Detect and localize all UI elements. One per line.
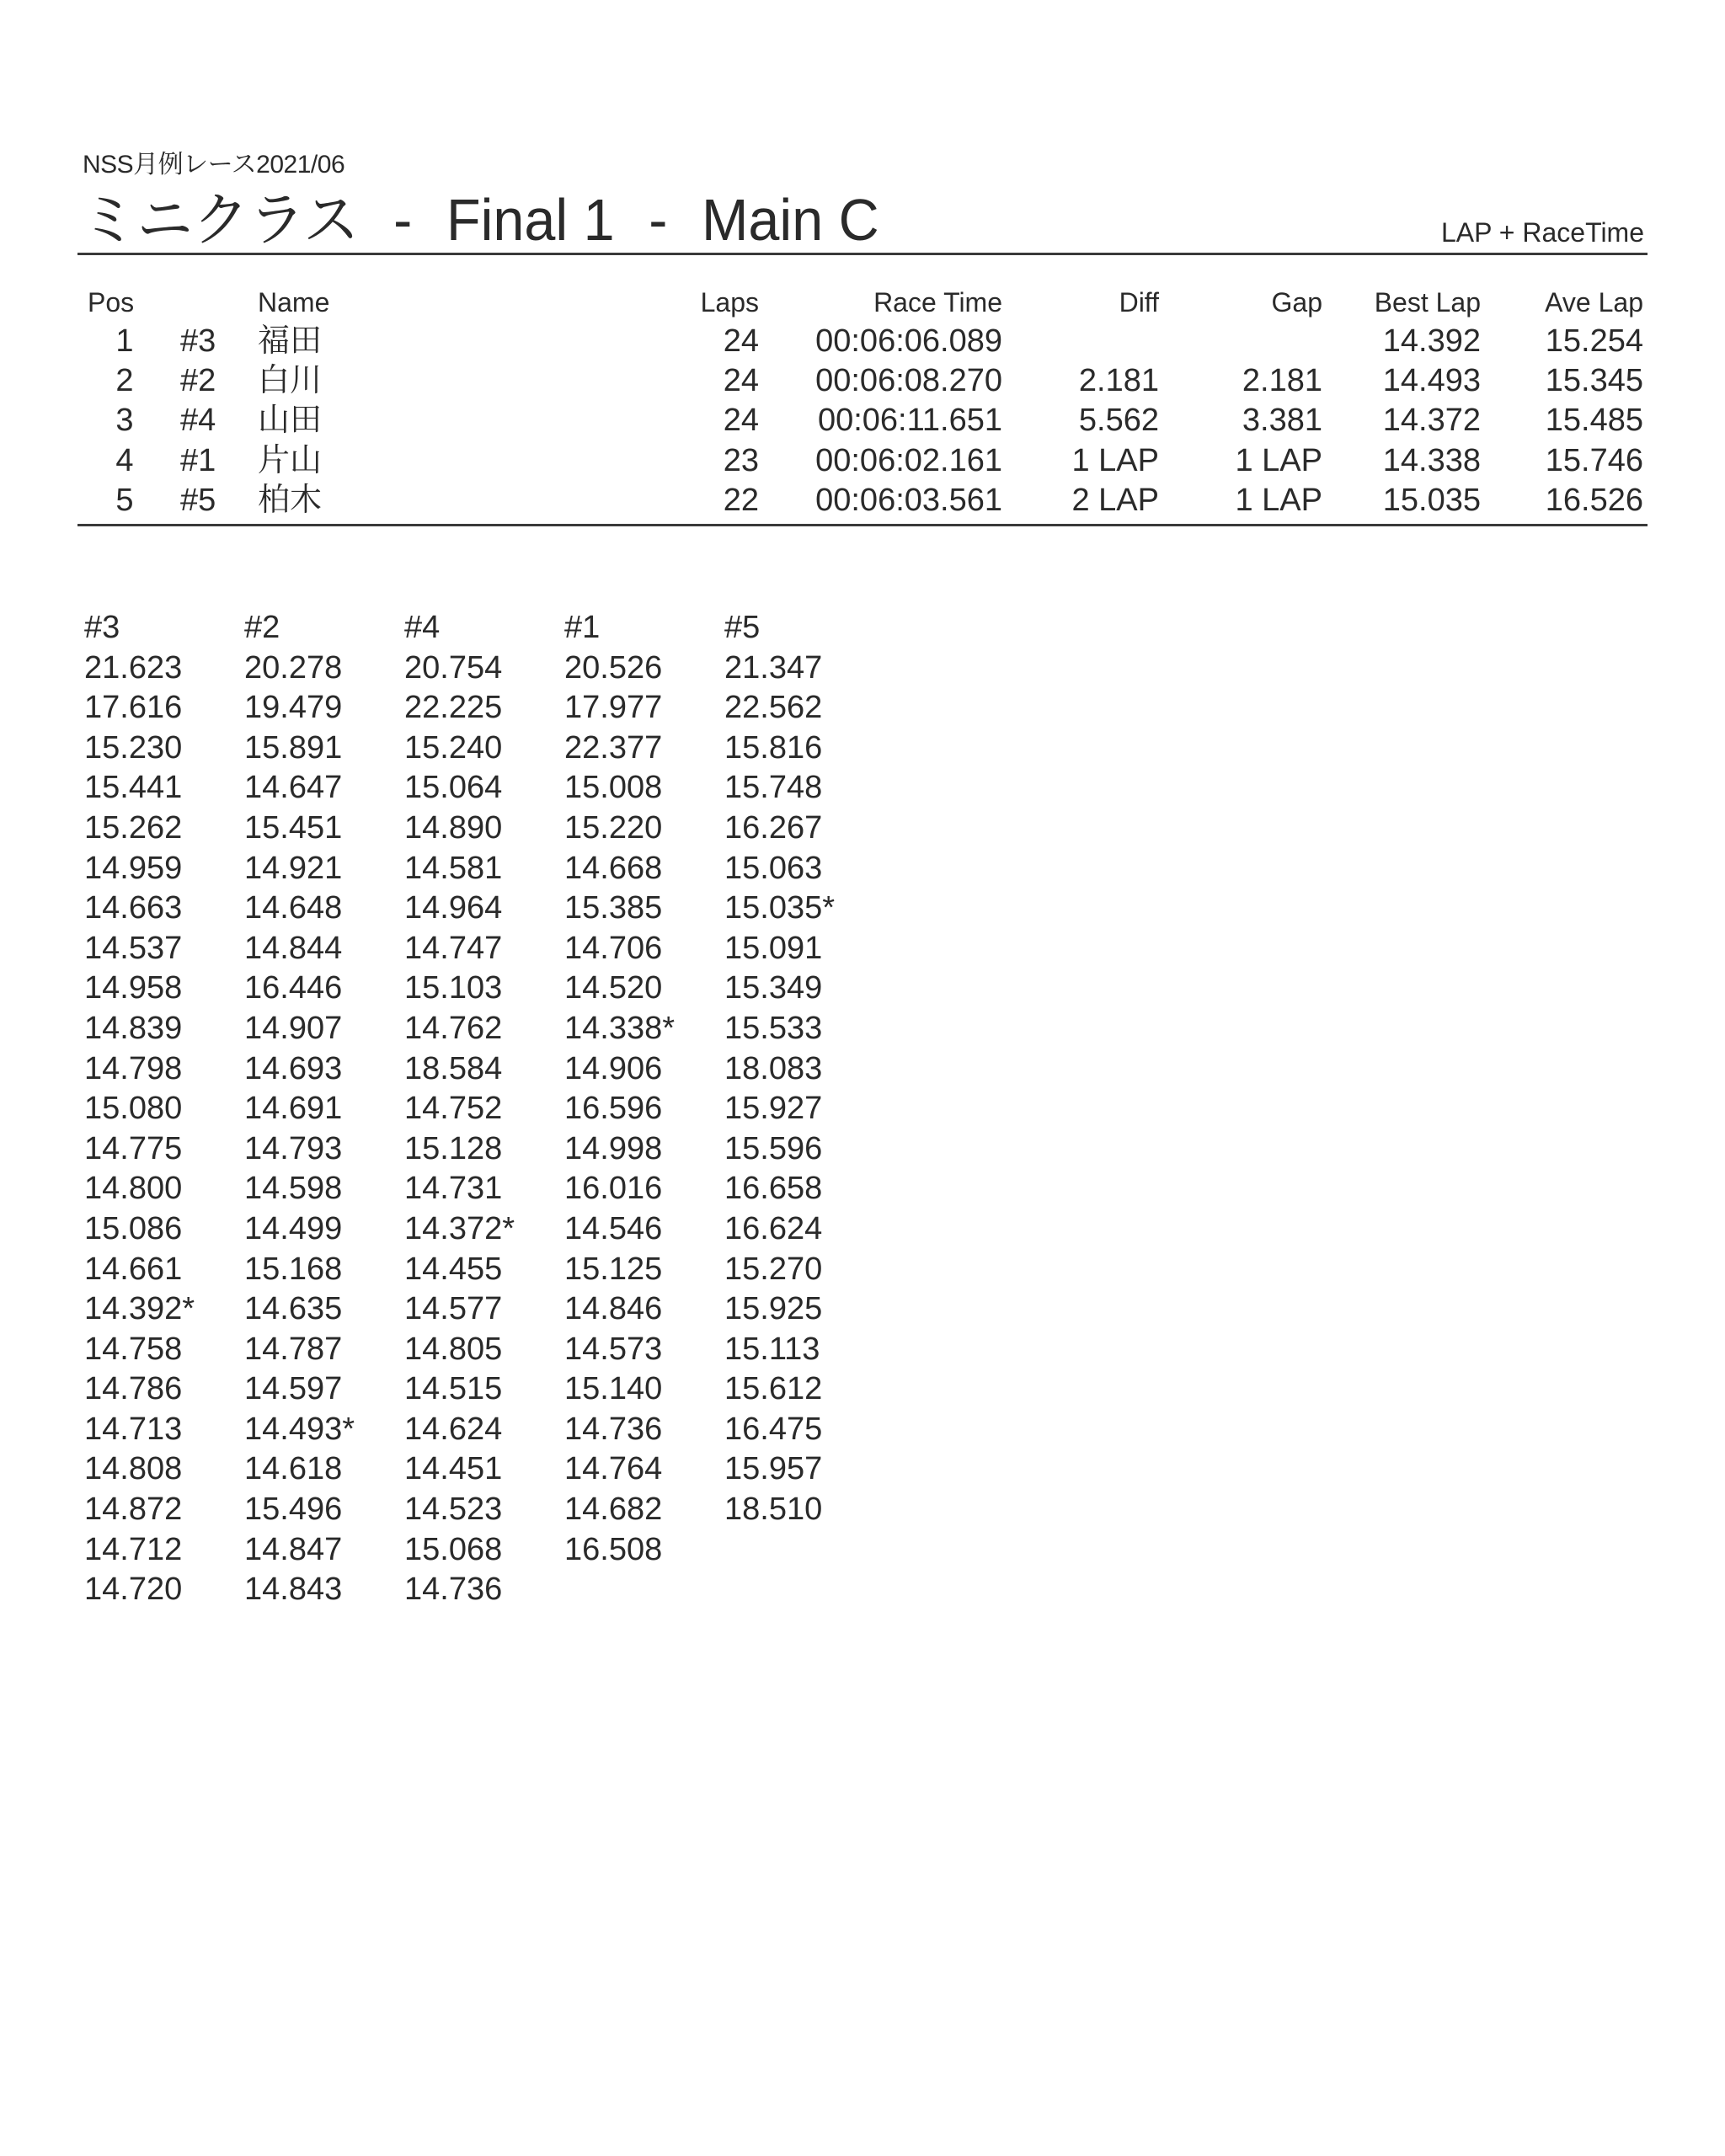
result-ave-lap: 15.485 — [1545, 403, 1643, 439]
lap-time: 18.083 — [724, 1050, 823, 1086]
lap-time: 15.496 — [244, 1492, 343, 1528]
lap-time: 14.372* — [404, 1210, 515, 1246]
result-driver-name: 福田 — [258, 323, 323, 359]
lap-time: 20.278 — [244, 649, 343, 686]
lap-column-header: #4 — [404, 610, 441, 645]
lap-time: 14.663 — [84, 890, 183, 926]
lap-time: 14.906 — [564, 1050, 663, 1086]
lap-time: 14.764 — [564, 1451, 663, 1487]
result-race-time: 00:06:06.089 — [815, 323, 1002, 359]
col-diff: Diff — [1119, 287, 1159, 318]
lap-time: 18.584 — [404, 1050, 503, 1086]
lap-time: 15.451 — [244, 809, 343, 846]
result-best-lap: 14.338 — [1382, 442, 1481, 478]
lap-time: 14.736 — [404, 1572, 503, 1608]
result-row — [0, 322, 1725, 361]
col-name: Name — [258, 287, 330, 318]
result-row — [0, 481, 1725, 520]
result-ave-lap: 15.254 — [1545, 323, 1643, 359]
lap-time: 18.510 — [724, 1492, 823, 1528]
lap-time: 15.064 — [404, 770, 503, 806]
lap-time: 14.693 — [244, 1050, 343, 1086]
title-separator: - — [649, 187, 668, 253]
lap-time: 15.927 — [724, 1091, 823, 1127]
lap-time: 14.668 — [564, 850, 663, 886]
result-race-time: 00:06:11.651 — [817, 403, 1002, 439]
result-diff: 5.562 — [1078, 403, 1159, 439]
lap-time: 14.839 — [84, 1010, 183, 1046]
result-best-lap: 15.035 — [1382, 482, 1481, 518]
race-title — [81, 173, 879, 258]
lap-column — [404, 608, 564, 1610]
lap-time: 15.441 — [84, 770, 183, 806]
lap-column-header: #2 — [244, 610, 280, 645]
lap-column — [84, 608, 244, 1610]
lap-time: 15.035* — [724, 890, 836, 926]
lap-time: 14.787 — [244, 1331, 343, 1367]
lap-time: 14.635 — [244, 1291, 343, 1327]
lap-time: 15.891 — [244, 729, 343, 766]
result-ave-lap: 15.345 — [1545, 363, 1643, 399]
lap-time: 21.623 — [84, 649, 183, 686]
lap-time: 14.499 — [244, 1210, 343, 1246]
col-ave-lap: Ave Lap — [1545, 287, 1643, 318]
lap-time: 14.907 — [244, 1010, 343, 1046]
lap-time: 15.270 — [724, 1251, 823, 1287]
lap-time: 22.377 — [564, 729, 663, 766]
lap-time: 20.754 — [404, 649, 503, 686]
lap-time: 14.392* — [84, 1291, 195, 1327]
lap-time: 15.086 — [84, 1210, 183, 1246]
lap-time: 14.573 — [564, 1331, 663, 1367]
lap-time: 15.533 — [724, 1010, 823, 1046]
result-car-number: #2 — [180, 363, 216, 399]
lap-time: 14.451 — [404, 1451, 503, 1487]
lap-time: 14.712 — [84, 1531, 183, 1567]
result-race-time: 00:06:03.561 — [815, 482, 1002, 518]
result-gap: 1 LAP — [1235, 482, 1322, 518]
result-gap: 3.381 — [1242, 403, 1322, 439]
result-car-number: #4 — [180, 403, 216, 439]
lap-time: 14.998 — [564, 1130, 663, 1166]
lap-time: 15.068 — [404, 1531, 503, 1567]
lap-time: 15.063 — [724, 850, 823, 886]
lap-column-header: #5 — [724, 610, 761, 645]
lap-time: 22.562 — [724, 690, 823, 726]
lap-time: 19.479 — [244, 690, 343, 726]
lap-time: 15.140 — [564, 1371, 663, 1407]
lap-time: 15.925 — [724, 1291, 823, 1327]
result-row — [0, 401, 1725, 440]
result-laps: 24 — [723, 363, 759, 399]
class-name: ミニクラス — [81, 187, 360, 253]
lap-column — [724, 608, 884, 1530]
lap-time: 14.682 — [564, 1492, 663, 1528]
lap-time: 15.240 — [404, 729, 503, 766]
lap-column-header: #1 — [564, 610, 601, 645]
lap-time: 15.349 — [724, 970, 823, 1006]
round-name: Final 1 — [446, 187, 615, 253]
lap-time: 15.008 — [564, 770, 663, 806]
lap-time: 16.596 — [564, 1091, 663, 1127]
lap-time: 14.647 — [244, 770, 343, 806]
lap-time: 14.338* — [564, 1010, 676, 1046]
result-ave-lap: 16.526 — [1545, 482, 1643, 518]
lap-time: 14.618 — [244, 1451, 343, 1487]
lap-column-header: #3 — [84, 610, 120, 645]
result-car-number: #3 — [180, 323, 216, 359]
lap-time: 14.843 — [244, 1572, 343, 1608]
result-pos: 3 — [115, 403, 134, 439]
result-row — [0, 441, 1725, 481]
lap-time: 15.612 — [724, 1371, 823, 1407]
lap-time: 14.808 — [84, 1451, 183, 1487]
lap-time: 22.225 — [404, 690, 503, 726]
lap-time: 16.475 — [724, 1411, 823, 1447]
lap-time: 14.577 — [404, 1291, 503, 1327]
result-race-time: 00:06:08.270 — [815, 363, 1002, 399]
result-laps: 24 — [723, 323, 759, 359]
col-gap: Gap — [1271, 287, 1322, 318]
lap-time: 14.762 — [404, 1010, 503, 1046]
lap-time: 14.846 — [564, 1291, 663, 1327]
result-car-number: #1 — [180, 442, 216, 478]
lap-time: 20.526 — [564, 649, 663, 686]
result-pos: 2 — [115, 363, 134, 399]
lap-time: 14.537 — [84, 930, 183, 966]
lap-time: 14.713 — [84, 1411, 183, 1447]
lap-time: 14.958 — [84, 970, 183, 1006]
lap-time: 14.793 — [244, 1130, 343, 1166]
lap-time: 14.736 — [564, 1411, 663, 1447]
lap-time: 15.125 — [564, 1251, 663, 1287]
result-driver-name: 山田 — [258, 403, 323, 439]
lap-time: 15.816 — [724, 729, 823, 766]
result-pos: 5 — [115, 482, 134, 518]
lap-time: 14.731 — [404, 1171, 503, 1207]
result-laps: 23 — [723, 442, 759, 478]
lap-time: 14.758 — [84, 1331, 183, 1367]
bottom-divider — [77, 524, 1648, 526]
lap-time: 14.964 — [404, 890, 503, 926]
result-ave-lap: 15.746 — [1545, 442, 1643, 478]
result-driver-name: 白川 — [258, 363, 323, 399]
lap-time: 16.658 — [724, 1171, 823, 1207]
lap-time: 14.515 — [404, 1371, 503, 1407]
lap-time: 14.872 — [84, 1492, 183, 1528]
lap-time: 14.805 — [404, 1331, 503, 1367]
result-best-lap: 14.392 — [1382, 323, 1481, 359]
lap-time: 14.546 — [564, 1210, 663, 1246]
title-separator: - — [393, 187, 413, 253]
result-race-time: 00:06:02.161 — [815, 442, 1002, 478]
lap-time: 14.624 — [404, 1411, 503, 1447]
result-best-lap: 14.372 — [1382, 403, 1481, 439]
lap-time: 14.706 — [564, 930, 663, 966]
lap-time: 15.128 — [404, 1130, 503, 1166]
lap-time: 15.103 — [404, 970, 503, 1006]
lap-time: 14.959 — [84, 850, 183, 886]
result-pos: 1 — [115, 323, 134, 359]
results-header — [0, 283, 1725, 323]
lap-time: 15.957 — [724, 1451, 823, 1487]
lap-time: 14.691 — [244, 1091, 343, 1127]
result-gap: 1 LAP — [1235, 442, 1322, 478]
lap-time: 14.455 — [404, 1251, 503, 1287]
result-gap: 2.181 — [1242, 363, 1322, 399]
col-pos: Pos — [88, 287, 135, 318]
lap-time: 14.661 — [84, 1251, 183, 1287]
result-row — [0, 361, 1725, 401]
lap-time: 14.847 — [244, 1531, 343, 1567]
top-divider — [77, 253, 1648, 255]
lap-time: 14.648 — [244, 890, 343, 926]
col-race-time: Race Time — [873, 287, 1002, 318]
lap-time: 14.798 — [84, 1050, 183, 1086]
lap-time: 17.616 — [84, 690, 183, 726]
lap-time: 15.168 — [244, 1251, 343, 1287]
lap-time: 21.347 — [724, 649, 823, 686]
lap-time: 14.800 — [84, 1171, 183, 1207]
lap-time: 14.598 — [244, 1171, 343, 1207]
lap-time: 16.267 — [724, 809, 823, 846]
lap-time: 14.520 — [564, 970, 663, 1006]
lap-time: 15.113 — [724, 1331, 820, 1367]
lap-time: 14.775 — [84, 1130, 183, 1166]
lap-column — [244, 608, 404, 1610]
lap-time: 14.523 — [404, 1492, 503, 1528]
lap-time: 16.446 — [244, 970, 343, 1006]
lap-time: 15.385 — [564, 890, 663, 926]
event-title: NSS月例レース2021/06 — [83, 151, 345, 179]
lap-time: 16.624 — [724, 1210, 823, 1246]
lap-time: 15.091 — [724, 930, 823, 966]
result-driver-name: 片山 — [258, 442, 323, 478]
result-diff: 2.181 — [1078, 363, 1159, 399]
lap-time: 14.752 — [404, 1091, 503, 1127]
lap-time: 14.581 — [404, 850, 503, 886]
result-driver-name: 柏木 — [258, 482, 323, 518]
lap-time: 16.016 — [564, 1171, 663, 1207]
lap-time: 14.921 — [244, 850, 343, 886]
result-pos: 4 — [115, 442, 134, 478]
result-best-lap: 14.493 — [1382, 363, 1481, 399]
result-laps: 24 — [723, 403, 759, 439]
lap-time: 14.493* — [244, 1411, 355, 1447]
col-best-lap: Best Lap — [1374, 287, 1481, 318]
lap-time: 14.597 — [244, 1371, 343, 1407]
lap-time: 14.844 — [244, 930, 343, 966]
lap-time: 14.747 — [404, 930, 503, 966]
lap-time: 15.262 — [84, 809, 183, 846]
heat-name: Main C — [702, 187, 879, 253]
lap-time: 15.748 — [724, 770, 823, 806]
lap-time: 16.508 — [564, 1531, 663, 1567]
lap-time: 15.220 — [564, 809, 663, 846]
lap-column — [564, 608, 724, 1570]
result-laps: 22 — [723, 482, 759, 518]
lap-time: 15.080 — [84, 1091, 183, 1127]
result-diff: 1 LAP — [1071, 442, 1159, 478]
lap-time: 17.977 — [564, 690, 663, 726]
lap-time: 14.890 — [404, 809, 503, 846]
lap-time: 15.230 — [84, 729, 183, 766]
result-diff: 2 LAP — [1071, 482, 1159, 518]
lap-time: 14.786 — [84, 1371, 183, 1407]
lap-time: 14.720 — [84, 1572, 183, 1608]
lap-time: 15.596 — [724, 1130, 823, 1166]
col-laps: Laps — [700, 287, 759, 318]
report-mode: LAP + RaceTime — [1441, 217, 1644, 248]
result-car-number: #5 — [180, 482, 216, 518]
